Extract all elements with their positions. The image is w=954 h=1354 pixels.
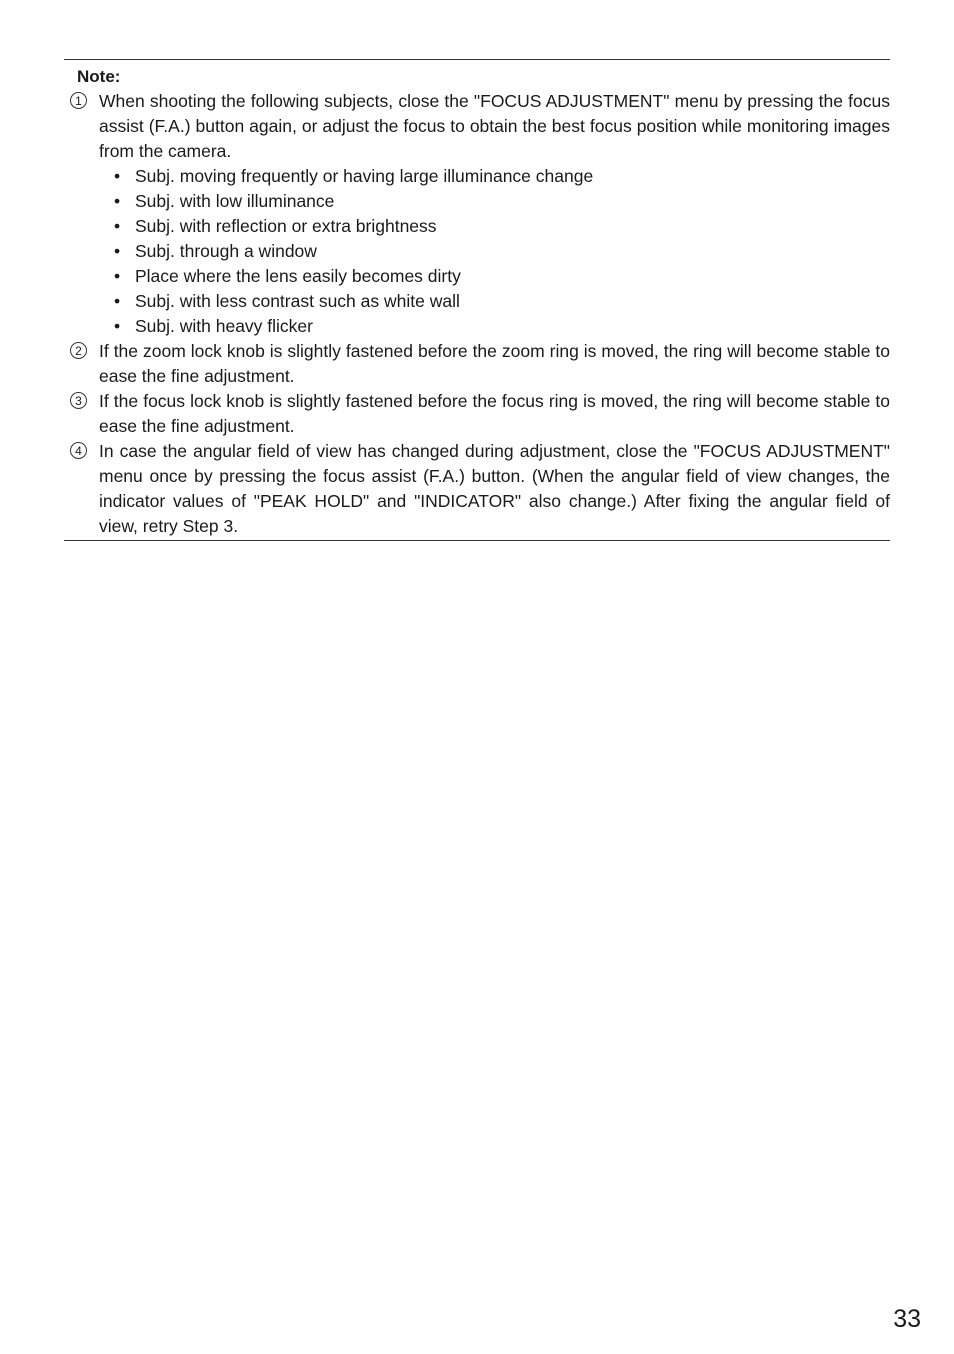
bullet-item: • Subj. with low illuminance [99,189,890,214]
note-title: Note: [77,67,121,86]
note-item-text: When shooting the following subjects, close the "FOCUS ADJUSTMENT" menu by pressing the focus assist (F.A.) button again, or adjust the focus to obtain the best focus position while monitoring images from the camera. [99,91,890,161]
bullet-item: • Place where the lens easily becomes dirty [99,264,890,289]
note-item-1 [64,89,890,339]
page-number: 33 [893,1305,921,1333]
note-item-text: If the focus lock knob is slightly fastened before the focus ring is moved, the ring will become stable to ease the fine adjustment. [99,391,890,436]
circled-number-3-icon: 3 [70,392,87,409]
circled-number-1-icon: 1 [70,92,87,109]
bullet-item: • Subj. with less contrast such as white wall [99,289,890,314]
note-box [64,59,890,541]
note-list [64,89,890,539]
bullet-item: • Subj. moving frequently or having large illuminance change [99,164,890,189]
note-item-3 [64,389,890,439]
note-item-2 [64,339,890,389]
bullet-item: • Subj. with reflection or extra brightness [99,214,890,239]
subject-bullet-list [99,164,890,339]
circled-number-2-icon: 2 [70,342,87,359]
bullet-item: • Subj. through a window [99,239,890,264]
note-item-4 [64,439,890,539]
note-item-text: In case the angular field of view has changed during adjustment, close the "FOCUS ADJUSTMENT" menu once by pressing the focus assist (F.A.) button. (When the angular field of view changes, the indicator values of "PEAK HOLD" and "INDICATOR" also change.) After fixing the angular field of view, retry Step 3. [99,441,890,536]
bullet-item: • Subj. with heavy flicker [99,314,890,339]
circled-number-4-icon: 4 [70,442,87,459]
note-item-text: If the zoom lock knob is slightly fastened before the zoom ring is moved, the ring will become stable to ease the fine adjustment. [99,341,890,386]
